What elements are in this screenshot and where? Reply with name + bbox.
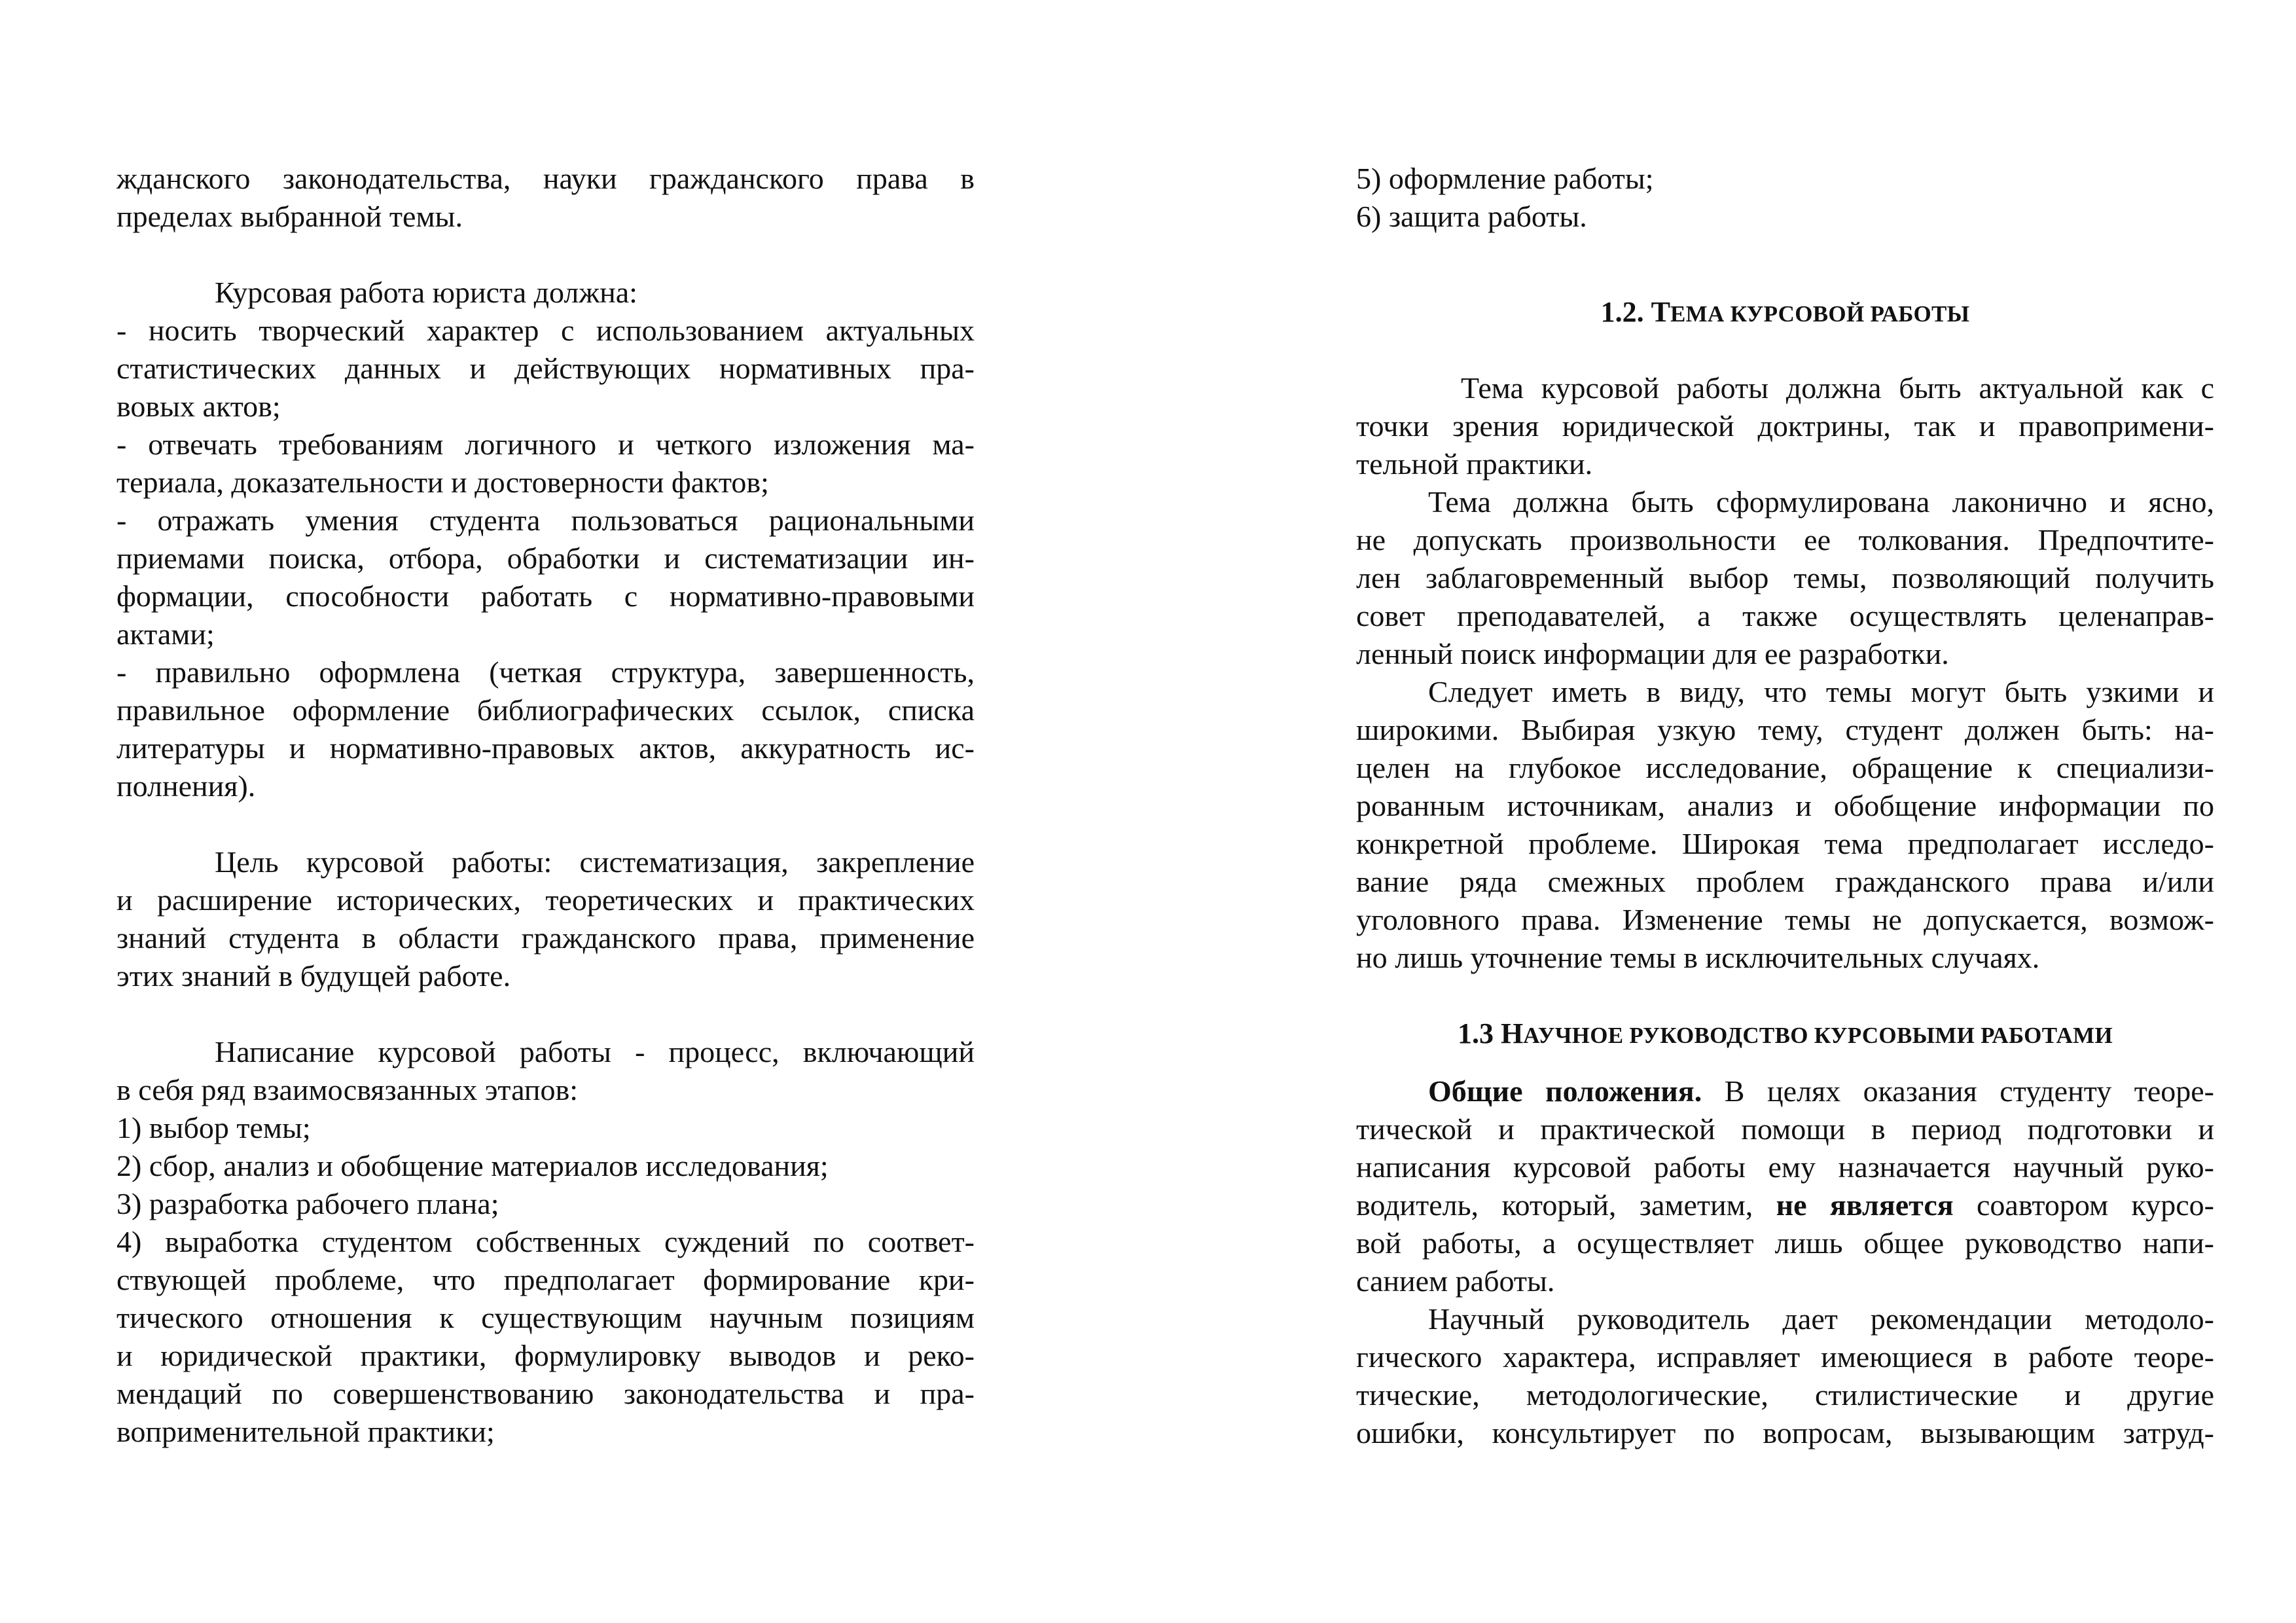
text-line: знаний студента в области гражданского права, применение [117, 921, 975, 955]
heading-number: 1.3 Н [1457, 1017, 1524, 1049]
section-heading-1-2 [1356, 293, 2214, 331]
list-item: 2) сбор, анализ и обобщение материалов исследования; [117, 1149, 829, 1182]
text-line: тельной практики. [1356, 447, 1593, 481]
text-line: пределах выбранной темы. [117, 200, 463, 233]
text-line: лен заблаговременный выбор темы, позволяющий получить [1356, 561, 2214, 594]
text-line: тического отношения к существующим научным позициям [117, 1301, 975, 1334]
text-line: - отвечать требованиям логичного и четкого изложения ма- [117, 428, 975, 461]
text-line [1356, 1072, 2214, 1110]
text-line: уголовного права. Изменение темы не допускается, возмож- [1356, 903, 2214, 936]
text-line: териала, доказательности и достоверности фактов; [117, 465, 769, 499]
text-line: литературы и нормативно-правовых актов, аккуратность ис- [117, 731, 975, 765]
text-line: написания курсовой работы ему назначается научный руко- [1356, 1150, 2214, 1184]
text-line: Тема курсовой работы должна быть актуальной как с [1461, 371, 2214, 405]
text-line: статистических данных и действующих нормативных пра- [117, 352, 975, 385]
text-fragment: В целях оказания студенту теоре- [1702, 1074, 2214, 1108]
bold-emphasis: не является [1776, 1188, 1954, 1222]
text-line: формации, способности работать с нормативно-правовыми [117, 579, 975, 613]
text-line: мендаций по совершенствованию законодательства и пра- [117, 1377, 975, 1410]
list-item: 6) защита работы. [1356, 200, 1587, 233]
text-line: вовых актов; [117, 390, 281, 423]
text-line: рованным источникам, анализ и обобщение информации по [1356, 789, 2214, 822]
text-line: жданского законодательства, науки гражданского права в [117, 162, 975, 195]
text-fragment: соавтором курсо- [1953, 1188, 2214, 1222]
text-line: но лишь уточнение темы в исключительных случаях. [1356, 941, 2040, 974]
text-line: Тема должна быть сформулирована лаконично и ясно, [1428, 485, 2214, 519]
text-line: вой работы, а осуществляет лишь общее руководство напи- [1356, 1226, 2214, 1260]
text-line: правильное оформление библиографических ссылок, списка [117, 693, 975, 727]
list-item: 5) оформление работы; [1356, 162, 1654, 195]
text-line: воприменительной практики; [117, 1415, 495, 1448]
text-line: тические, методологические, стилистические и другие [1356, 1378, 2214, 1412]
text-line: тической и практической помощи в период подготовки и [1356, 1112, 2214, 1146]
bold-lead: Общие положения. [1428, 1074, 1702, 1108]
text-line: приемами поиска, отбора, обработки и систематизации ин- [117, 541, 975, 575]
text-line: конкретной проблеме. Широкая тема предполагает исследо- [1356, 827, 2214, 860]
text-line: ошибки, консультирует по вопросам, вызывающим затруд- [1356, 1416, 2214, 1450]
list-item: 4) выработка студентом собственных суждений по соответ- [117, 1225, 975, 1258]
left-page-text [117, 160, 975, 1451]
text-line: не допускать произвольности ее толкования. Предпочтите- [1356, 523, 2214, 556]
text-line: санием работы. [1356, 1264, 1555, 1298]
text-line: этих знаний в будущей работе. [117, 959, 511, 993]
text-line: Следует иметь в виду, что темы могут быть узкими и [1428, 675, 2214, 708]
section-heading-1-3 [1356, 1015, 2214, 1053]
text-line: и юридической практики, формулировку выводов и реко- [117, 1339, 975, 1372]
list-item: 1) выбор темы; [117, 1111, 311, 1144]
text-line: - носить творческий характер с использованием актуальных [117, 314, 975, 347]
text-line: совет преподавателей, а также осуществлять целенаправ- [1356, 599, 2214, 632]
text-line: полнения). [117, 769, 256, 803]
text-line: широкими. Выбирая узкую тему, студент должен быть: на- [1356, 713, 2214, 746]
text-line: целен на глубокое исследование, обращение к специализи- [1356, 751, 2214, 784]
text-line: гического характера, исправляет имеющиеся в работе теоре- [1356, 1340, 2214, 1374]
heading-number: 1.2. Т [1600, 296, 1670, 328]
heading-text: ЕМА КУРСОВОЙ РАБОТЫ [1670, 301, 1970, 327]
text-line: вание ряда смежных проблем гражданского права и/или [1356, 865, 2214, 898]
text-line: Написание курсовой работы - процесс, включающий [215, 1035, 975, 1068]
text-fragment: водитель, который, заметим, [1356, 1188, 1776, 1222]
right-page-text [1356, 160, 2214, 1452]
text-line: в себя ряд взаимосвязанных этапов: [117, 1073, 579, 1106]
text-line: Курсовая работа юриста должна: [215, 276, 637, 309]
heading-text-end: АБОТАМИ [1992, 1023, 2113, 1048]
text-line: - отражать умения студента пользоваться рациональными [117, 503, 975, 537]
text-line: ствующей проблеме, что предполагает формирование кри- [117, 1263, 975, 1296]
text-line: Цель курсовой работы: систематизация, закрепление [215, 845, 975, 879]
text-line: - правильно оформлена (четкая структура, завершенность, [117, 655, 975, 689]
list-item: 3) разработка рабочего плана; [117, 1187, 499, 1220]
text-line [1356, 1186, 2214, 1224]
heading-text: АУЧНОЕ РУКОВОДСТВО КУРСОВЫМИ Р [1523, 1023, 1992, 1048]
text-line: и расширение исторических, теоретических и практических [117, 883, 975, 917]
text-line: Научный руководитель дает рекомендации методоло- [1428, 1302, 2214, 1336]
text-line: актами; [117, 617, 215, 651]
text-line: точки зрения юридической доктрины, так и правопримени- [1356, 409, 2214, 443]
right-page [1148, 0, 2296, 1623]
text-line: ленный поиск информации для ее разработки. [1356, 637, 1949, 670]
